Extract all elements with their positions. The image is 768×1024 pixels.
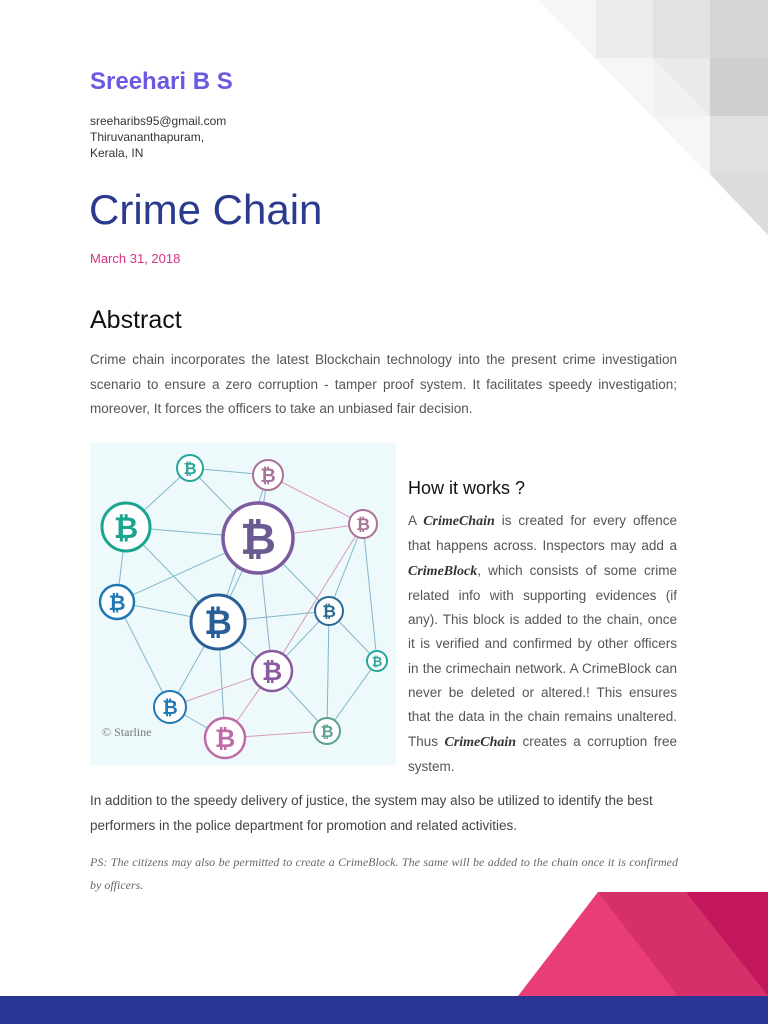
author-contact xyxy=(90,113,226,161)
svg-text:₿: ₿ xyxy=(108,591,126,615)
abstract-text: Crime chain incorporates the latest Blockchain technology into the present crime investigation scenario to ensure a zero corruption - tamper proof system. It facilitates speedy investigation; moreover, It forces the officers to take an unbiased fair decision. xyxy=(90,352,677,416)
corner-decoration-top xyxy=(538,0,768,235)
author-region: Kerala, IN xyxy=(90,146,144,160)
svg-text:₿: ₿ xyxy=(356,515,370,535)
bitcoin-network-figure xyxy=(90,443,396,765)
author-email[interactable]: sreeharibs95@gmail.com xyxy=(90,114,227,128)
svg-text:₿: ₿ xyxy=(204,603,232,643)
closing-paragraph: In addition to the speedy delivery of justice, the system may also be utilized to identify the best performers in the police department for promotion and related activities. xyxy=(90,793,653,833)
svg-text:₿: ₿ xyxy=(260,465,276,487)
svg-text:₿: ₿ xyxy=(371,655,383,670)
document-date: March 31, 2018 xyxy=(90,251,181,266)
postscript-note: PS: The citizens may also be permitted to create a CrimeBlock. The same will be added to the chain once it is confirmed by officers. xyxy=(90,855,678,892)
svg-text:₿: ₿ xyxy=(261,657,283,686)
term-crimeblock: CrimeBlock xyxy=(408,563,478,579)
bitcoin-network-icon xyxy=(90,443,396,765)
how-it-works-text: A CrimeChain is created for every offence that happens across. Inspectors may add a CrimeBlock, which consists of some crime related info with supporting evidences (if any). This block is added to the chain, once it is verified and confirmed by other officers in the crimechain network. A CrimeBlock can never be deleted or altered.! This ensures that the data in the chain remains unaltered. Thus CrimeChain creates a corruption free system. xyxy=(408,513,678,774)
svg-text:₿: ₿ xyxy=(113,511,139,546)
document-title: Crime Chain xyxy=(89,186,323,233)
term-crimechain: CrimeChain xyxy=(423,514,495,529)
footer-bar xyxy=(0,996,768,1024)
author-city: Thiruvananthapuram, xyxy=(90,130,205,144)
term-crimechain: CrimeChain xyxy=(444,734,517,750)
abstract-heading: Abstract xyxy=(90,306,182,334)
figure-copyright: © Starline xyxy=(102,725,152,739)
svg-text:₿: ₿ xyxy=(322,602,336,622)
how-it-works-heading: How it works ? xyxy=(408,478,526,498)
author-name: Sreehari B S xyxy=(90,68,233,95)
svg-text:₿: ₿ xyxy=(162,697,178,719)
svg-text:₿: ₿ xyxy=(320,722,334,741)
svg-text:₿: ₿ xyxy=(214,724,236,753)
svg-text:₿: ₿ xyxy=(183,459,197,478)
corner-decoration-bottom xyxy=(518,892,768,996)
svg-text:₿: ₿ xyxy=(240,514,276,565)
